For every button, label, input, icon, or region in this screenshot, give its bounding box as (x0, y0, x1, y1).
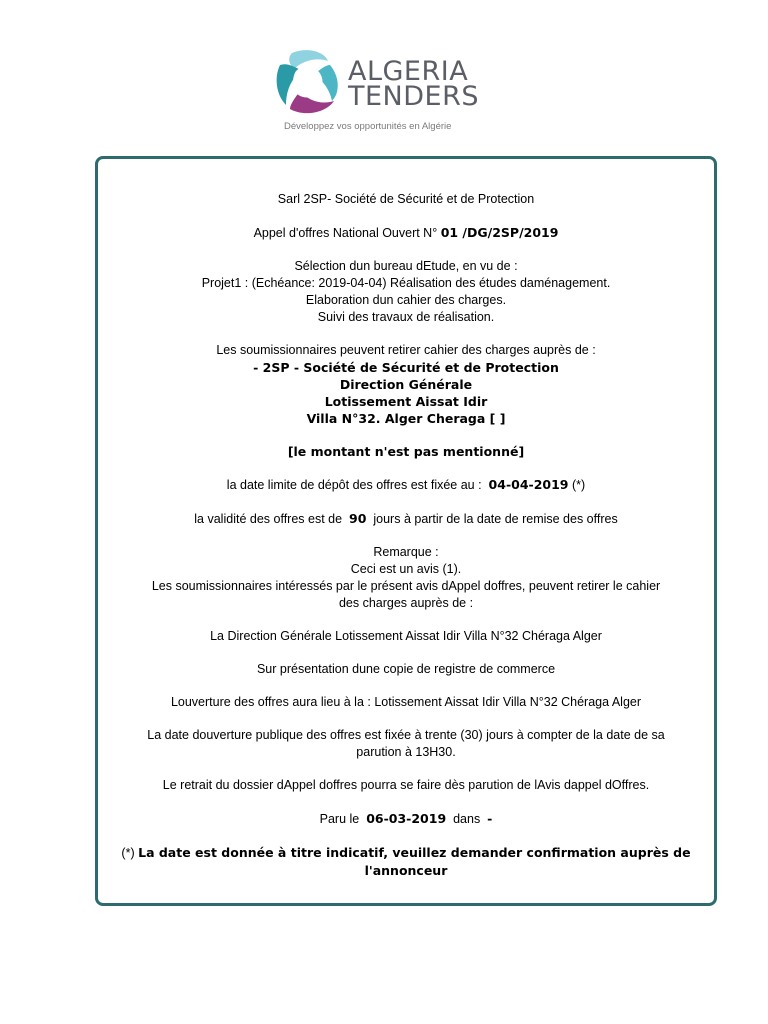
validite-line (98, 510, 714, 528)
presentation-text: Sur présentation dune copie de registre de commerce (256, 662, 556, 676)
projet-text: Projet1 : (Echéance: 2019-04-04) Réalisation des études daménagement. (201, 276, 611, 290)
validite-suffix: jours à partir de la date de remise des offres (373, 512, 618, 526)
paru-prefix: Paru le (319, 812, 360, 826)
validite-prefix: la validité des offres est de (194, 512, 343, 526)
logo-word-tenders: TENDERS (348, 81, 479, 112)
address-line-3: Lotissement Aissat Idir (324, 394, 488, 409)
appel-prefix: Appel d'offres National Ouvert N° (253, 226, 438, 240)
avis-text: Ceci est un avis (1). (350, 562, 462, 576)
soumissionnaires-line-1: Les soumissionnaires intéressés par le présent avis dAppel doffres, peuvent retirer le cahier (151, 579, 661, 593)
paru-dans: dans (453, 812, 481, 826)
date-limite-suffix: (*) (572, 478, 586, 492)
date-limite-value: 04-04-2019 (488, 477, 569, 492)
soumissionnaires-line-2: des charges auprès de : (338, 596, 474, 610)
address-line-1: - 2SP - Société de Sécurité et de Protection (253, 360, 559, 375)
ouverture-text: Louverture des offres aura lieu à la : Lotissement Aissat Idir Villa N°32 Chéraga Alger (170, 695, 642, 709)
note-star: (*) (121, 846, 135, 860)
notice-content (98, 191, 714, 879)
paru-line (98, 810, 714, 828)
company-name: Sarl 2SP- Société de Sécurité et de Protection (277, 192, 535, 206)
logo-tagline: Développez vos opportunités en Algérie (284, 121, 452, 132)
note-line-2: l'annonceur (364, 863, 448, 878)
algeria-tenders-logo (272, 45, 479, 140)
suivi-text: Suivi des travaux de réalisation. (317, 310, 495, 324)
montant-text: [le montant n'est pas mentionné] (287, 444, 525, 459)
paru-date: 06-03-2019 (366, 811, 447, 826)
address-line-2: Direction Générale (339, 377, 473, 392)
date-limite-prefix: la date limite de dépôt des offres est fixée au : (226, 478, 482, 492)
paru-dash: - (487, 811, 493, 826)
logo-word-algeria: ALGERIA (348, 56, 469, 87)
elaboration-text: Elaboration dun cahier des charges. (305, 293, 507, 307)
validite-days: 90 (349, 511, 367, 526)
note-line-1 (98, 844, 714, 862)
retrait-intro: Les soumissionnaires peuvent retirer cahier des charges auprès de : (216, 343, 596, 357)
selection-text: Sélection dun bureau dEtude, en vu de : (294, 259, 518, 273)
direction-text: La Direction Générale Lotissement Aissat Idir Villa N°32 Chéraga Alger (210, 629, 602, 643)
remarque-label: Remarque : (373, 545, 439, 559)
date-ouverture-line-1: La date douverture publique des offres est fixée à trente (30) jours à compter de la date de sa (147, 728, 665, 742)
retrait-dossier-text: Le retrait du dossier dAppel doffres pourra se faire dès parution de lAvis dappel dOffres. (162, 778, 650, 792)
appel-line (98, 224, 714, 242)
address-line-4: Villa N°32. Alger Cheraga [ ] (306, 411, 506, 426)
note-text-1: La date est donnée à titre indicatif, veuillez demander confirmation auprès de (138, 845, 691, 860)
date-limite-line (98, 476, 714, 494)
date-ouverture-line-2: parution à 13H30. (356, 745, 456, 759)
appel-number: 01 /DG/2SP/2019 (440, 225, 559, 240)
logo-mark-icon (272, 47, 346, 115)
